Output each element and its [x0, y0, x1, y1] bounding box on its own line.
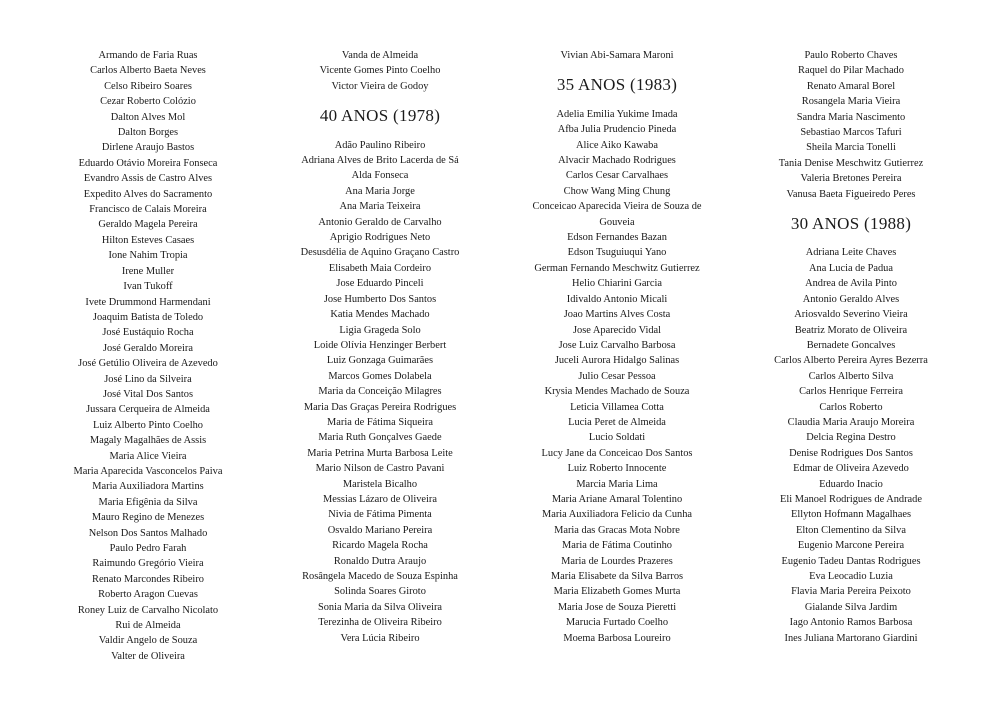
name-entry: Dalton Alves Mol: [110, 111, 186, 123]
name-entry: Dirlene Araujo Bastos: [101, 142, 195, 154]
name-entry: Maria Aparecida Vasconcelos Paiva: [73, 465, 223, 477]
name-entry: Eduardo Otávio Moreira Fonseca: [78, 157, 218, 169]
name-list-top: [732, 48, 970, 202]
name-entry: Lucia Peret de Almeida: [568, 416, 666, 428]
name-entry: Maria Elisabete da Silva Barros: [550, 571, 684, 582]
name-entry: Maristela Bicalho: [342, 478, 418, 490]
name-entry: Elisabeth Maia Cordeiro: [328, 262, 432, 274]
name-entry: José Eustáquio Rocha: [102, 327, 194, 339]
name-entry: Edson Fernandes Bazan: [567, 232, 667, 244]
name-entry: Dalton Borges: [117, 127, 179, 139]
name-entry: Carlos Alberto Pereira Ayres Bezerra: [774, 355, 928, 367]
name-entry: Luiz Alberto Pinto Coelho: [93, 419, 203, 431]
name-entry: Vicente Gomes Pinto Coelho: [319, 65, 441, 77]
name-entry: Carlos Alberto Silva: [808, 370, 894, 382]
name-entry: Osvaldo Mariano Pereira: [327, 524, 433, 536]
name-entry: Valter de Oliveira: [111, 650, 185, 662]
name-entry: Carlos Henrique Ferreira: [799, 386, 903, 398]
name-entry: Vanda de Almeida: [341, 50, 419, 61]
name-entry: Rui de Almeida: [115, 620, 181, 632]
name-entry: Marcia Maria Lima: [576, 478, 658, 490]
name-entry: Ines Juliana Martorano Giardini: [784, 632, 918, 644]
column-2: [262, 0, 498, 646]
name-entry: Antonio Geraldo Alves: [802, 293, 900, 305]
name-entry: Solinda Soares Giroto: [334, 586, 426, 598]
name-entry: Jose Aparecido Vidal: [572, 324, 662, 336]
name-entry: Idivaldo Antonio Micali: [566, 293, 668, 305]
name-entry: Chow Wang Ming Chung: [563, 185, 671, 197]
name-entry: Jose Humberto Dos Santos: [323, 293, 437, 305]
name-entry: Francisco de Calais Moreira: [89, 204, 207, 216]
name-entry: Alda Fonseca: [351, 170, 409, 182]
name-entry: Victor Vieira de Godoy: [331, 80, 429, 92]
name-entry: Ariosvaldo Severino Vieira: [794, 309, 908, 321]
name-entry: Carlos Roberto: [819, 401, 883, 413]
name-entry: Messias Lázaro de Oliveira: [323, 493, 437, 505]
name-entry: Eli Manoel Rodrigues de Andrade: [780, 493, 922, 505]
name-entry: Loide Olívia Henzinger Berbert: [313, 339, 447, 351]
name-entry: Desusdélia de Aquino Graçano Castro: [300, 247, 460, 259]
name-entry: Adão Paulino Ribeiro: [334, 139, 426, 151]
column-1: [30, 0, 266, 664]
name-entry: Jose Luiz Carvalho Barbosa: [558, 339, 676, 351]
name-entry: Mauro Regino de Menezes: [91, 512, 205, 524]
name-list: [30, 48, 266, 664]
name-entry: Alice Aiko Kawaba: [576, 139, 658, 151]
name-entry: Eugenio Tadeu Dantas Rodrigues: [781, 555, 921, 567]
name-entry: Ricardo Magela Rocha: [332, 540, 428, 552]
name-entry: Alvacir Machado Rodrigues: [558, 155, 676, 167]
name-entry: Afba Julia Prudencio Pineda: [557, 124, 677, 136]
name-entry: Expedito Alves do Sacramento: [83, 188, 213, 200]
name-entry: Nelson Dos Santos Malhado: [88, 527, 208, 539]
name-entry: Gialande Silva Jardim: [804, 601, 898, 613]
name-entry: Eugenio Marcone Pereira: [797, 540, 905, 552]
name-entry: Maria Ruth Gonçalves Gaede: [318, 432, 442, 444]
name-entry: Ronaldo Dutra Araujo: [333, 555, 427, 567]
name-entry: Maria Alice Vieira: [109, 450, 187, 462]
name-entry: Valeria Bretones Pereira: [800, 173, 902, 185]
name-entry: Bernadete Goncalves: [806, 339, 896, 351]
name-entry: Lucio Soldati: [588, 432, 646, 444]
name-entry: Maria Auxiliadora Felicio da Cunha: [541, 509, 693, 521]
name-list: [262, 138, 498, 646]
name-entry: Antonio Geraldo de Carvalho: [318, 216, 442, 228]
name-entry: Luiz Gonzaga Guimarães: [326, 355, 434, 367]
column-3: [498, 0, 736, 646]
name-entry: Helio Chiarini Garcia: [571, 278, 663, 290]
name-entry: Katia Mendes Machado: [330, 309, 430, 321]
name-entry: Eduardo Inacio: [819, 478, 883, 490]
name-entry: Edson Tsuguiuqui Yano: [567, 247, 667, 259]
name-entry: Renato Marcondes Ribeiro: [92, 573, 204, 585]
name-entry: Terezinha de Oliveira Ribeiro: [318, 617, 442, 629]
name-entry: Vera Lúcia Ribeiro: [340, 632, 420, 644]
name-entry: Maria de Lourdes Prazeres: [561, 555, 673, 567]
name-list: [732, 245, 970, 646]
name-entry: Ivan Tukoff: [123, 281, 173, 293]
name-entry: German Fernando Meschwitz Gutierrez: [534, 262, 700, 274]
column-4: [732, 0, 970, 646]
name-entry: Nivia de Fátima Pimenta: [328, 509, 432, 521]
name-entry: Ellyton Hofmann Magalhaes: [790, 509, 912, 521]
name-entry: Iago Antonio Ramos Barbosa: [789, 617, 913, 629]
name-entry: Luiz Roberto Innocente: [567, 463, 667, 475]
name-entry: Maria das Gracas Mota Nobre: [554, 524, 680, 536]
name-entry: Raquel do Pilar Machado: [798, 65, 904, 77]
name-entry: José Getúlio Oliveira de Azevedo: [78, 358, 218, 370]
name-entry: Jussara Cerqueira de Almeida: [86, 404, 210, 416]
name-entry: Maria Petrina Murta Barbosa Leite: [307, 447, 453, 459]
name-entry: Leticia Villamea Cotta: [570, 401, 664, 413]
name-entry: Cezar Roberto Colózio: [100, 96, 196, 108]
name-entry: Ana Lucia de Padua: [809, 262, 893, 274]
name-entry: Irene Muller: [121, 265, 175, 277]
name-entry: Tania Denise Meschwitz Gutierrez: [778, 157, 924, 169]
name-entry: Mario Nilson de Castro Pavani: [315, 463, 445, 475]
name-entry: Sebastiao Marcos Tafuri: [800, 127, 902, 139]
name-entry: Flavia Maria Pereira Peixoto: [791, 586, 911, 598]
name-entry: Roberto Aragon Cuevas: [98, 589, 198, 601]
section-heading-35-anos: 35 ANOS (1983): [556, 75, 678, 95]
name-entry: Maria Ariane Amaral Tolentino: [551, 493, 683, 505]
name-entry: José Geraldo Moreira: [102, 342, 194, 354]
name-entry: Geraldo Magela Pereira: [98, 219, 198, 231]
name-entry: Sandra Maria Nascimento: [796, 111, 906, 123]
name-entry: Joao Martins Alves Costa: [563, 309, 671, 321]
name-entry: Ivete Drummond Harmendani: [85, 296, 211, 308]
name-entry: Maria Jose de Souza Pieretti: [557, 601, 677, 613]
name-list-top: [498, 48, 736, 63]
name-entry: Marcos Gomes Dolabela: [328, 370, 432, 382]
name-entry: Elton Clementino da Silva: [796, 524, 906, 536]
name-entry: Andrea de Avila Pinto: [805, 278, 897, 290]
name-entry: Ana Maria Teixeira: [339, 201, 421, 213]
name-entry: Rosângela Macedo de Souza Espinha: [302, 571, 458, 582]
name-entry: Conceicao Aparecida Vieira de Souza de: [532, 201, 702, 213]
name-entry: Delcia Regina Destro: [806, 432, 896, 444]
name-entry: Aprigio Rodrigues Neto: [329, 232, 431, 244]
section-heading-30-anos: 30 ANOS (1988): [790, 214, 912, 234]
name-entry: Raimundo Gregório Vieira: [92, 558, 204, 570]
name-entry: Moema Barbosa Loureiro: [563, 632, 671, 644]
name-entry: Paulo Pedro Farah: [109, 543, 187, 554]
name-entry: José Vital Dos Santos: [102, 388, 194, 400]
name-entry: Renato Amaral Borel: [806, 80, 896, 92]
name-entry: Gouveia: [599, 216, 635, 228]
name-entry: Ligia Grageda Solo: [339, 324, 421, 336]
name-entry: Claudia Maria Araujo Moreira: [787, 416, 915, 428]
name-entry: Maria da Conceição Milagres: [318, 386, 442, 398]
name-entry: Evandro Assis de Castro Alves: [83, 173, 213, 185]
name-entry: Vivian Abi-Samara Maroni: [560, 50, 674, 61]
name-entry: Krysia Mendes Machado de Souza: [544, 386, 690, 398]
name-entry: Celso Ribeiro Soares: [104, 80, 192, 92]
name-list: [498, 107, 736, 646]
name-entry: Marucia Furtado Coelho: [565, 617, 669, 629]
name-entry: Maria de Fátima Siqueira: [327, 416, 433, 428]
name-entry: Denise Rodrigues Dos Santos: [789, 447, 913, 459]
name-entry: Ione Nahim Tropia: [108, 250, 188, 262]
name-entry: Rosangela Maria Vieira: [801, 96, 901, 108]
name-entry: Sheila Marcia Tonelli: [806, 142, 896, 154]
name-entry: Carlos Alberto Baeta Neves: [90, 65, 206, 77]
name-entry: Edmar de Oliveira Azevedo: [793, 463, 909, 475]
name-entry: Adelia Emilia Yukime Imada: [556, 108, 678, 120]
name-list-top: [262, 48, 498, 94]
name-entry: Sonia Maria da Silva Oliveira: [317, 601, 443, 613]
name-entry: Julio Cesar Pessoa: [578, 370, 656, 382]
name-entry: Eva Leocadio Luzia: [809, 571, 893, 582]
section-heading-40-anos: 40 ANOS (1978): [319, 106, 441, 126]
name-entry: Magaly Magalhães de Assis: [89, 435, 207, 447]
name-entry: Beatriz Morato de Oliveira: [794, 324, 908, 336]
name-entry: Valdir Angelo de Souza: [98, 635, 198, 647]
name-entry: Paulo Roberto Chaves: [804, 50, 898, 61]
name-entry: Jose Eduardo Pinceli: [336, 278, 424, 290]
name-entry: Ana Maria Jorge: [345, 185, 415, 197]
name-entry: Maria Auxiliadora Martins: [92, 481, 204, 493]
name-entry: José Lino da Silveira: [104, 373, 192, 385]
name-entry: Adriana Alves de Brito Lacerda de Sá: [301, 155, 459, 167]
name-entry: Adriana Leite Chaves: [805, 247, 897, 259]
name-entry: Carlos Cesar Carvalhaes: [565, 170, 669, 182]
name-entry: Maria Efigênia da Silva: [98, 496, 198, 508]
name-entry: Maria de Fátima Coutinho: [562, 540, 672, 552]
name-entry: Roney Luiz de Carvalho Nicolato: [77, 604, 219, 616]
name-entry: Vanusa Baeta Figueiredo Peres: [786, 188, 916, 200]
name-entry: Joaquim Batista de Toledo: [92, 311, 204, 323]
name-entry: Hilton Esteves Casaes: [101, 234, 195, 246]
name-entry: Maria Elizabeth Gomes Murta: [553, 586, 681, 598]
name-entry: Juceli Aurora Hidalgo Salinas: [554, 355, 680, 367]
name-entry: Lucy Jane da Conceicao Dos Santos: [541, 447, 693, 459]
name-entry: Maria Das Graças Pereira Rodrigues: [303, 401, 457, 413]
name-entry: Armando de Faria Ruas: [98, 50, 198, 61]
